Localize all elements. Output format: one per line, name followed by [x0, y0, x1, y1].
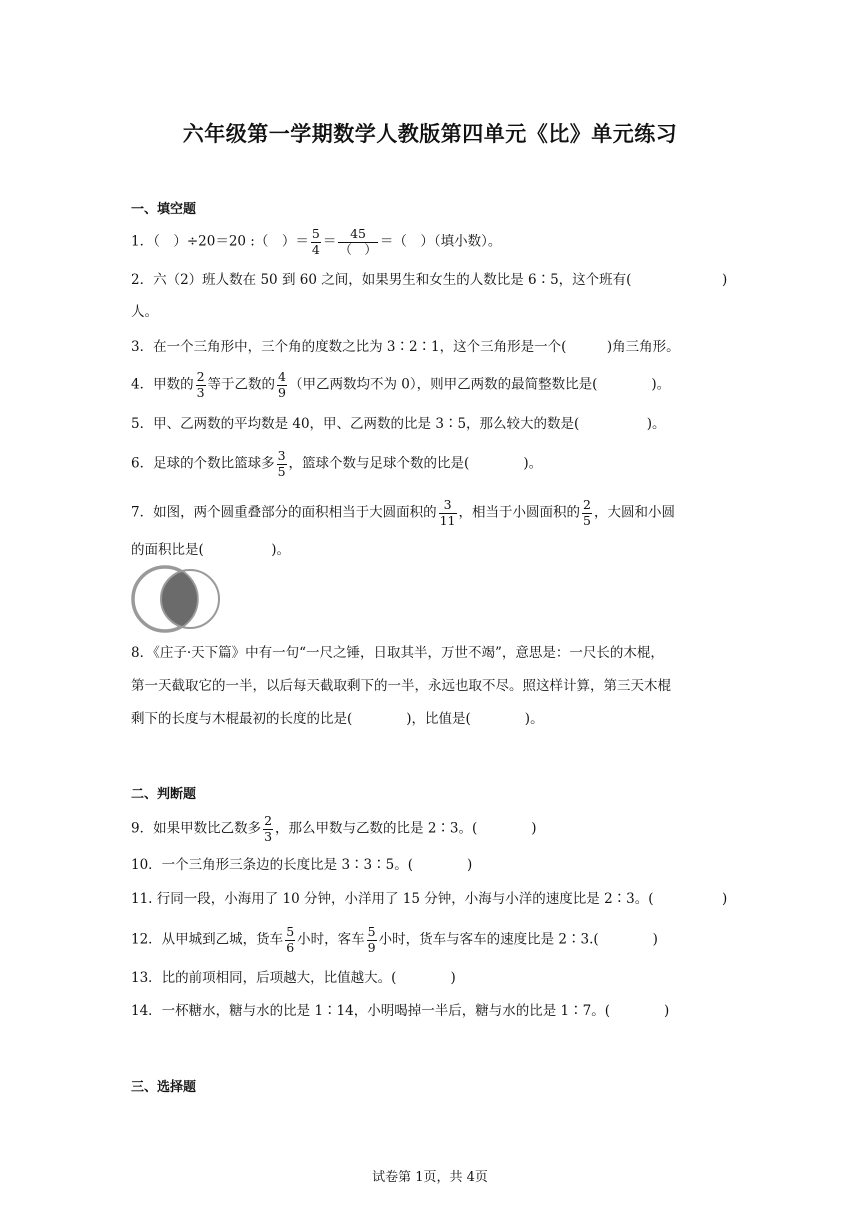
question-11-blank-end: ) [722, 891, 728, 907]
q9-text-b: ，那么甲数与乙数的比是 2∶3。( ) [275, 820, 537, 837]
section-heading-true-false: 二、判断题 [131, 787, 197, 802]
q12-text-c: 小时，货车与客车的速度比是 2∶3.( ) [378, 931, 658, 948]
question-9 [131, 815, 537, 843]
q12-fraction-2: $\frac{5}{9}$ [367, 924, 376, 955]
q7-fraction-2: $\frac{2}{5}$ [583, 497, 591, 528]
question-2-line-1 [131, 270, 631, 290]
q4-text-a: 4．甲数的 [131, 376, 194, 393]
venn-circles-icon [130, 564, 230, 634]
question-2-blank-end: ) [722, 272, 728, 288]
q2-text: 2．六（2）班人数在 50 到 60 之间，如果男生和女生的人数比是 6∶5，这个班有( [131, 272, 632, 288]
q12-text-b: 小时，客车 [297, 931, 365, 948]
q12-text-a: 12．从甲城到乙城，货车 [131, 931, 284, 948]
question-7-line-1 [131, 499, 675, 527]
q7-text-a: 7．如图，两个圆重叠部分的面积相当于大圆面积的 [131, 504, 437, 521]
q12-fraction-1: $\frac{5}{6}$ [286, 924, 295, 955]
q6-text-a: 6．足球的个数比篮球多 [131, 455, 275, 472]
q1-fraction-1: $\frac{5}{4}$ [311, 226, 320, 257]
q4-fraction-1: $\frac{2}{3}$ [196, 369, 205, 400]
section-heading-multiple-choice: 三、选择题 [131, 1080, 197, 1095]
q6-text-b: ，篮球个数与足球个数的比是( )。 [288, 455, 543, 472]
q7-fraction-1: $\frac{3}{11}$ [439, 497, 456, 528]
question-8-line-3: 剩下的长度与木棍最初的长度的比是( )，比值是( )。 [131, 711, 544, 727]
question-3: 3．在一个三角形中，三个角的度数之比为 3∶2∶1，这个三角形是一个( )角三角形。 [131, 339, 680, 355]
q9-fraction: $\frac{2}{3}$ [264, 813, 273, 844]
question-6 [131, 450, 542, 478]
question-1 [131, 228, 501, 256]
q1-equals: ＝ [322, 233, 337, 250]
question-13: 13．比的前项相同，后项越大，比值越大。( ) [131, 970, 456, 986]
page-footer: 试卷第 1页，共 4页 [372, 1170, 488, 1185]
q6-fraction: $\frac{3}{5}$ [277, 448, 286, 479]
question-10: 10．一个三角形三条边的长度比是 3∶3∶5。( ) [131, 857, 473, 873]
question-12 [131, 926, 658, 954]
question-11: 11. 行同一段，小海用了 10 分钟，小洋用了 15 分钟，小海与小洋的速度比是 2∶3。( [131, 891, 654, 907]
q1-prefix: 1．（ ）÷20＝20 :（ ）＝ [131, 233, 309, 250]
q4-text-b: 等于乙数的 [207, 376, 276, 393]
question-8-line-2: 第一天截取它的一半，以后每天截取剩下的一半，永远也取不尽。照这样计算，第三天木棍 [131, 678, 671, 694]
question-5: 5．甲、乙两数的平均数是 40，甲、乙两数的比是 3∶5，那么较大的数是( )。 [131, 416, 666, 432]
question-14: 14．一杯糖水，糖与水的比是 1∶14，小明喝掉一半后，糖与水的比是 1∶7。( ) [131, 1003, 670, 1019]
q1-fraction-2: $\frac{45}{( )}$ [339, 226, 377, 257]
q1-suffix: ＝（ ）（填小数）。 [379, 233, 502, 250]
question-2-line-2: 人。 [131, 304, 158, 320]
q7-text-b: ，相当于小圆面积的 [458, 504, 580, 521]
question-7-line-2: 的面积比是( )。 [131, 542, 291, 558]
question-8-line-1: 8．《庄子·天下篇》中有一句“一尺之锤，日取其半，万世不竭”，意思是：一尺长的木棍， [131, 645, 664, 661]
q7-text-c: ，大圆和小圆 [593, 504, 675, 521]
question-4 [131, 371, 670, 399]
section-heading-fill-blank: 一、填空题 [131, 202, 197, 217]
page-title: 六年级第一学期数学人教版第四单元《比》单元练习 [182, 122, 678, 146]
q4-text-c: （甲乙两数均不为 0），则甲乙两数的最简整数比是( )。 [289, 376, 671, 393]
q9-text-a: 9．如果甲数比乙数多 [131, 820, 262, 837]
q4-fraction-2: $\frac{4}{9}$ [278, 369, 286, 400]
